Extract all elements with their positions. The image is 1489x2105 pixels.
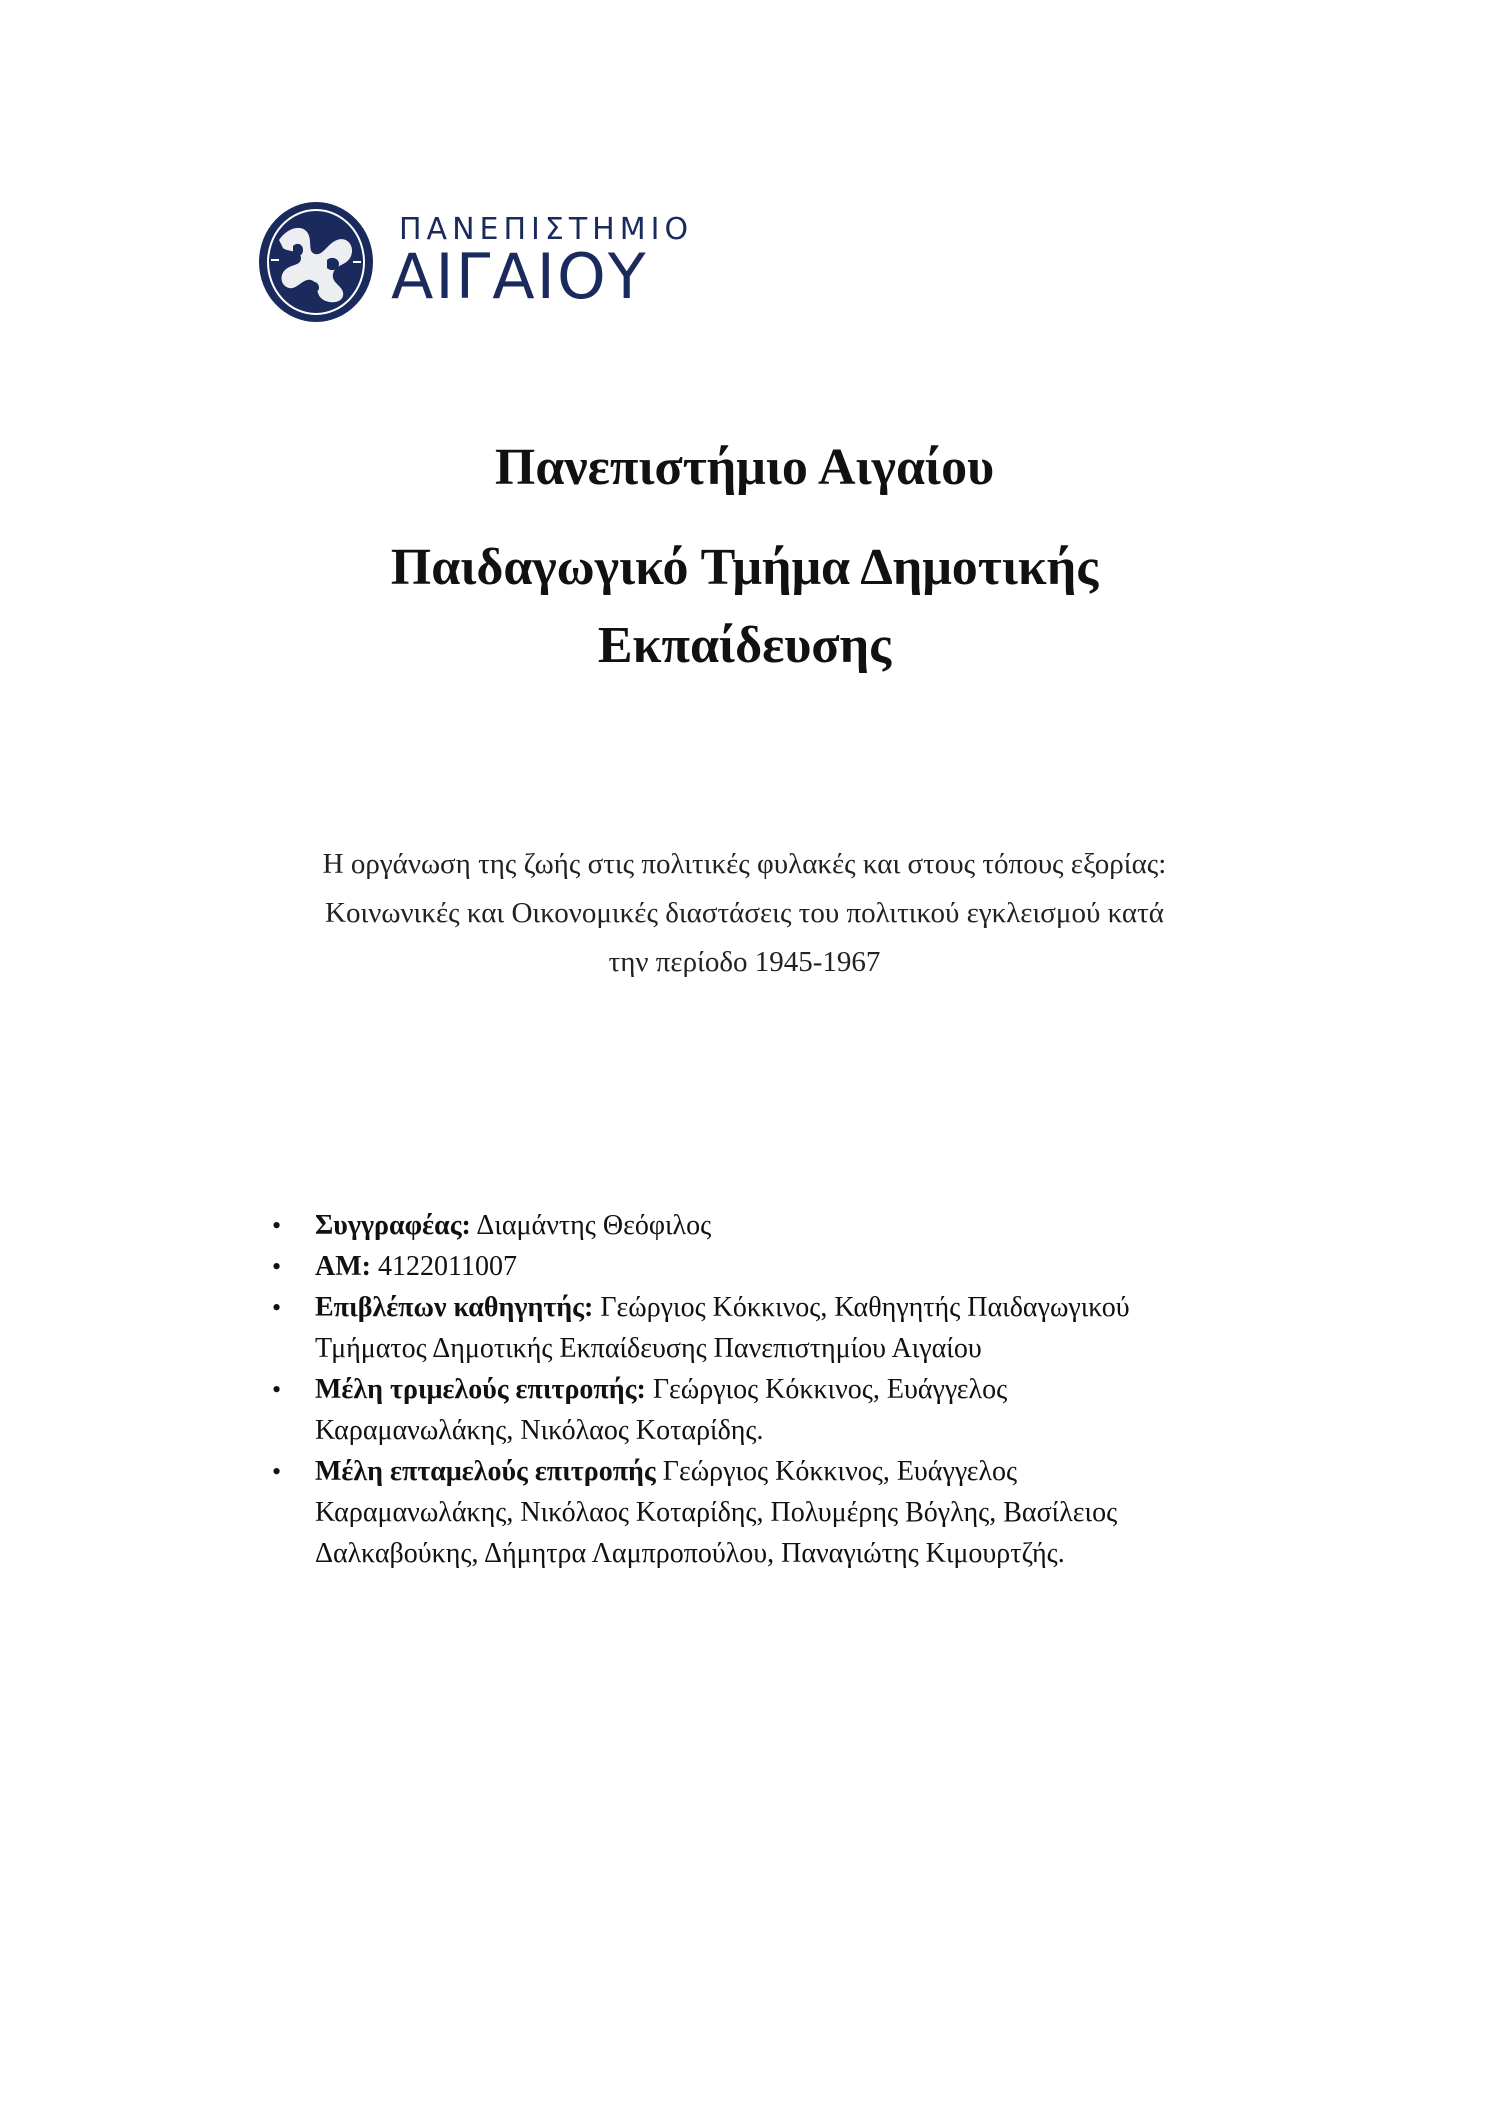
- author-row: [315, 1205, 1232, 1246]
- seven-member-value-line1: Γεώργιος Κόκκινος, Ευάγγελος: [655, 1456, 1018, 1487]
- seven-member-value-line3: Δαλκαβούκης, Δήμητρα Λαμπροπούλου, Παναγιώτης Κιμουρτζής.: [315, 1538, 1065, 1569]
- list-item-am: [272, 1246, 1232, 1287]
- three-member-row1: [315, 1369, 1232, 1410]
- supervisor-value-line2: Τμήματος Δημοτικής Εκπαίδευσης Πανεπιστημίου Αιγαίου: [315, 1333, 982, 1364]
- thesis-info-list: [272, 1205, 1232, 1574]
- bullet: •: [272, 1293, 282, 1322]
- am-row: [315, 1246, 1232, 1287]
- logo-text-university: ΠΑΝΕΠΙΣΤΗΜΙΟ: [399, 212, 694, 247]
- author-label: Συγγραφέας:: [315, 1210, 471, 1241]
- department-title-line1: Παιδαγωγικό Τμήμα Δημοτικής: [390, 539, 1099, 596]
- bullet: •: [272, 1375, 282, 1404]
- three-member-value-line1: Γεώργιος Κόκκινος, Ευάγγελος: [645, 1374, 1008, 1405]
- author-value: Διαμάντης Θεόφιλος: [470, 1210, 712, 1241]
- university-logo: [257, 200, 694, 325]
- subject-line3: την περίοδο 1945-1967: [608, 946, 881, 978]
- seven-member-row1: [315, 1451, 1232, 1492]
- list-item-three-member-committee: [272, 1369, 1232, 1451]
- bullet: •: [272, 1211, 282, 1240]
- seven-member-value-line2: Καραμανωλάκης, Νικόλαος Κοταρίδης, Πολυμέρης Βόγλης, Βασίλειος: [315, 1497, 1118, 1528]
- three-member-value-line2: Καραμανωλάκης, Νικόλαος Κοταρίδης.: [315, 1415, 764, 1446]
- bullet: •: [272, 1457, 282, 1486]
- university-title: Πανεπιστήμιο Αιγαίου: [494, 439, 995, 496]
- supervisor-label: Επιβλέπων καθηγητής:: [315, 1292, 594, 1323]
- thesis-subject: [200, 840, 1289, 987]
- subject-line2: Κοινωνικές και Οικονομικές διαστάσεις του πολιτικού εγκλεισμού κατά: [325, 897, 1164, 929]
- bullet: •: [272, 1252, 282, 1281]
- seven-member-label: Μέλη επταμελούς επιτροπής: [315, 1456, 656, 1487]
- logo-text-aegean: ΑΙΓΑΙΟΥ: [391, 240, 648, 313]
- department-title-line2: Εκπαίδευσης: [597, 617, 892, 674]
- three-member-label: Μέλη τριμελούς επιτροπής:: [315, 1374, 646, 1405]
- list-item-author: [272, 1205, 1232, 1246]
- list-item-supervisor: [272, 1287, 1232, 1369]
- list-item-seven-member-committee: [272, 1451, 1232, 1574]
- supervisor-row1: [315, 1287, 1232, 1328]
- griffin-seal-icon: [257, 200, 375, 324]
- subject-line1: Η οργάνωση της ζωής στις πολιτικές φυλακές και στους τόπους εξορίας:: [322, 848, 1167, 880]
- am-label: ΑΜ:: [315, 1251, 371, 1282]
- supervisor-value-line1: Γεώργιος Κόκκινος, Καθηγητής Παιδαγωγικού: [593, 1292, 1130, 1323]
- am-value: 4122011007: [370, 1251, 517, 1282]
